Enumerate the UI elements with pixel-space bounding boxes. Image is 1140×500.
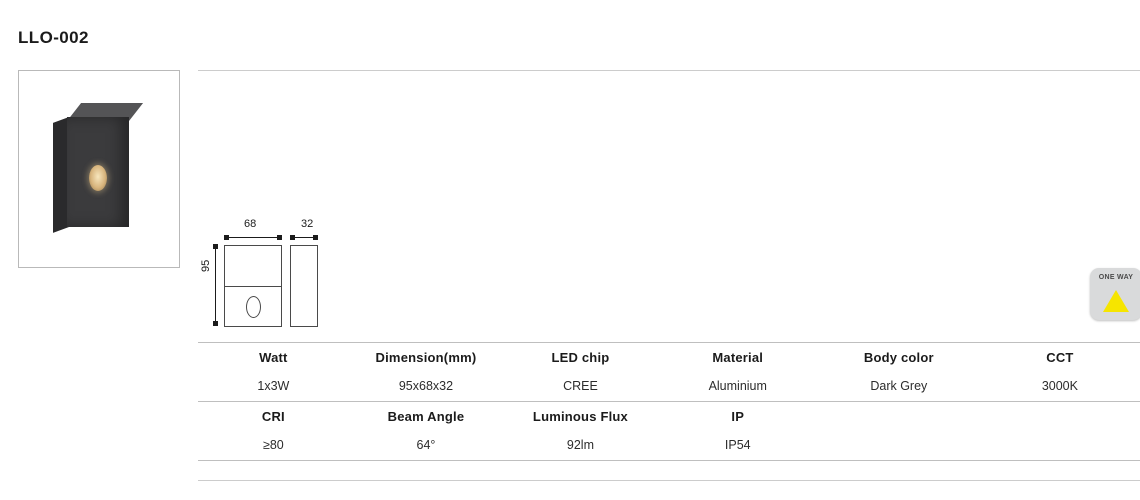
table-header-cell: Body color [863,349,934,365]
dimension-tick [213,244,218,249]
table-header-cell: Dimension(mm) [375,349,477,365]
product-photo [18,70,180,268]
page-title: LLO-002 [18,28,89,47]
table-value-cell [818,430,980,461]
dimension-tick [213,321,218,326]
dimension-label-width-side: 32 [301,218,314,230]
drawing-lens-ellipse [246,296,261,318]
table-header-cell: Luminous Flux [532,408,628,424]
table-row [198,430,1140,461]
table-value-cell: 3000K [1041,379,1078,393]
table-header-cell: CRI [261,408,285,424]
table-row [198,343,1140,372]
one-way-badge [1090,268,1140,320]
dimension-tick [290,235,295,240]
table-header-cell: Material [712,349,764,365]
bottom-divider [198,480,1140,481]
dimension-line-width-main [226,237,280,238]
table-value-cell [980,430,1140,461]
table-value-cell: 92lm [566,438,594,452]
wall-lamp-illustration [53,103,137,235]
table-value-cell: 95x68x32 [398,379,454,393]
beam-icon [1103,290,1129,312]
dimension-tick [224,235,229,240]
lamp-light-glow [89,165,107,191]
specification-table [198,342,1140,461]
table-header-cell: LED chip [551,349,610,365]
drawing-side-view [290,245,318,327]
dimension-tick [277,235,282,240]
table-header-cell: Beam Angle [387,408,465,424]
technical-drawing [198,210,348,335]
table-header-cell [818,402,980,431]
dimension-label-width-main: 68 [244,218,257,230]
table-row [198,402,1140,431]
table-row [198,371,1140,402]
table-header-cell: IP [731,408,745,424]
table-header-cell: CCT [1046,349,1074,365]
one-way-badge-label: ONE WAY [1098,274,1134,281]
drawing-front-view [224,245,282,327]
table-value-cell: Aluminium [708,379,767,393]
table-value-cell: Dark Grey [870,379,928,393]
table-value-cell: IP54 [724,438,751,452]
table-header-cell [980,402,1140,431]
table-header-cell: Watt [259,349,288,365]
top-divider [198,70,1140,71]
table-value-cell: CREE [563,379,598,393]
table-value-cell: 64° [416,438,436,452]
dimension-tick [313,235,318,240]
dimension-line-height [215,247,216,323]
table-value-cell: 1x3W [257,379,290,393]
dimension-label-height: 95 [200,259,212,272]
table-value-cell: ≥80 [262,438,284,452]
